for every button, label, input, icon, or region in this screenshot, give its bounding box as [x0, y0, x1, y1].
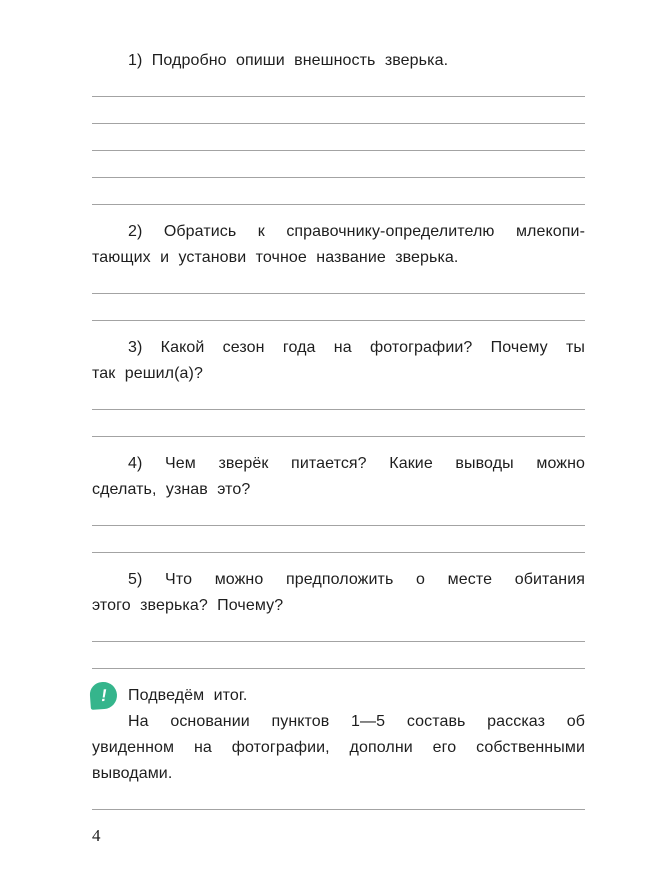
answer-line	[92, 615, 585, 642]
question-5-text-line-2: этого зверька? Почему?	[92, 597, 284, 614]
question-5-answer-lines	[92, 615, 585, 669]
question-2-answer-lines	[92, 267, 585, 321]
answer-line	[92, 383, 585, 410]
question-3-text-line-2: так решил(а)?	[92, 365, 203, 382]
answer-line	[92, 267, 585, 294]
exclamation-leaf-icon	[89, 681, 118, 710]
answer-line	[92, 97, 585, 124]
summary-text-line-3: выводами.	[92, 765, 173, 782]
question-2	[92, 219, 585, 321]
question-3-text-line-1: 3) Какой сезон года на фотографии? Почему ты	[128, 339, 585, 356]
summary-answer-lines	[92, 783, 585, 810]
question-5-text-line-1: 5) Что можно предположить о месте обитания	[128, 571, 585, 588]
summary-text-line-1: На основании пунктов 1—5 составь рассказ об	[128, 713, 585, 730]
question-1-text-line-1: 1) Подробно опиши внешность зверька.	[128, 52, 449, 69]
answer-line	[92, 151, 585, 178]
exclamation-glyph: !	[100, 685, 107, 706]
question-1-answer-lines	[92, 70, 585, 205]
answer-line	[92, 642, 585, 669]
question-3	[92, 335, 585, 437]
answer-line	[92, 499, 585, 526]
question-2-text-line-2: тающих и установи точное название зверька.	[92, 249, 459, 266]
summary-text-line-2: увиденном на фотографии, дополни его собственными	[92, 739, 585, 756]
answer-line	[92, 124, 585, 151]
answer-line	[92, 783, 585, 810]
answer-line	[92, 70, 585, 97]
question-5	[92, 567, 585, 669]
question-3-answer-lines	[92, 383, 585, 437]
page-footer	[92, 826, 585, 846]
answer-line	[92, 294, 585, 321]
question-2-text-line-1: 2) Обратись к справочнику-определителю млекопи-	[128, 223, 585, 240]
question-4-text-line-1: 4) Чем зверёк питается? Какие выводы можно	[128, 455, 585, 472]
page-number: 4	[92, 826, 101, 845]
summary-title: Подведём итог.	[128, 687, 248, 704]
answer-line	[92, 410, 585, 437]
summary-block	[92, 683, 585, 810]
question-4-text-line-2: сделать, узнав это?	[92, 481, 251, 498]
question-1	[92, 48, 585, 205]
answer-line	[92, 526, 585, 553]
question-4	[92, 451, 585, 553]
question-4-answer-lines	[92, 499, 585, 553]
answer-line	[92, 178, 585, 205]
